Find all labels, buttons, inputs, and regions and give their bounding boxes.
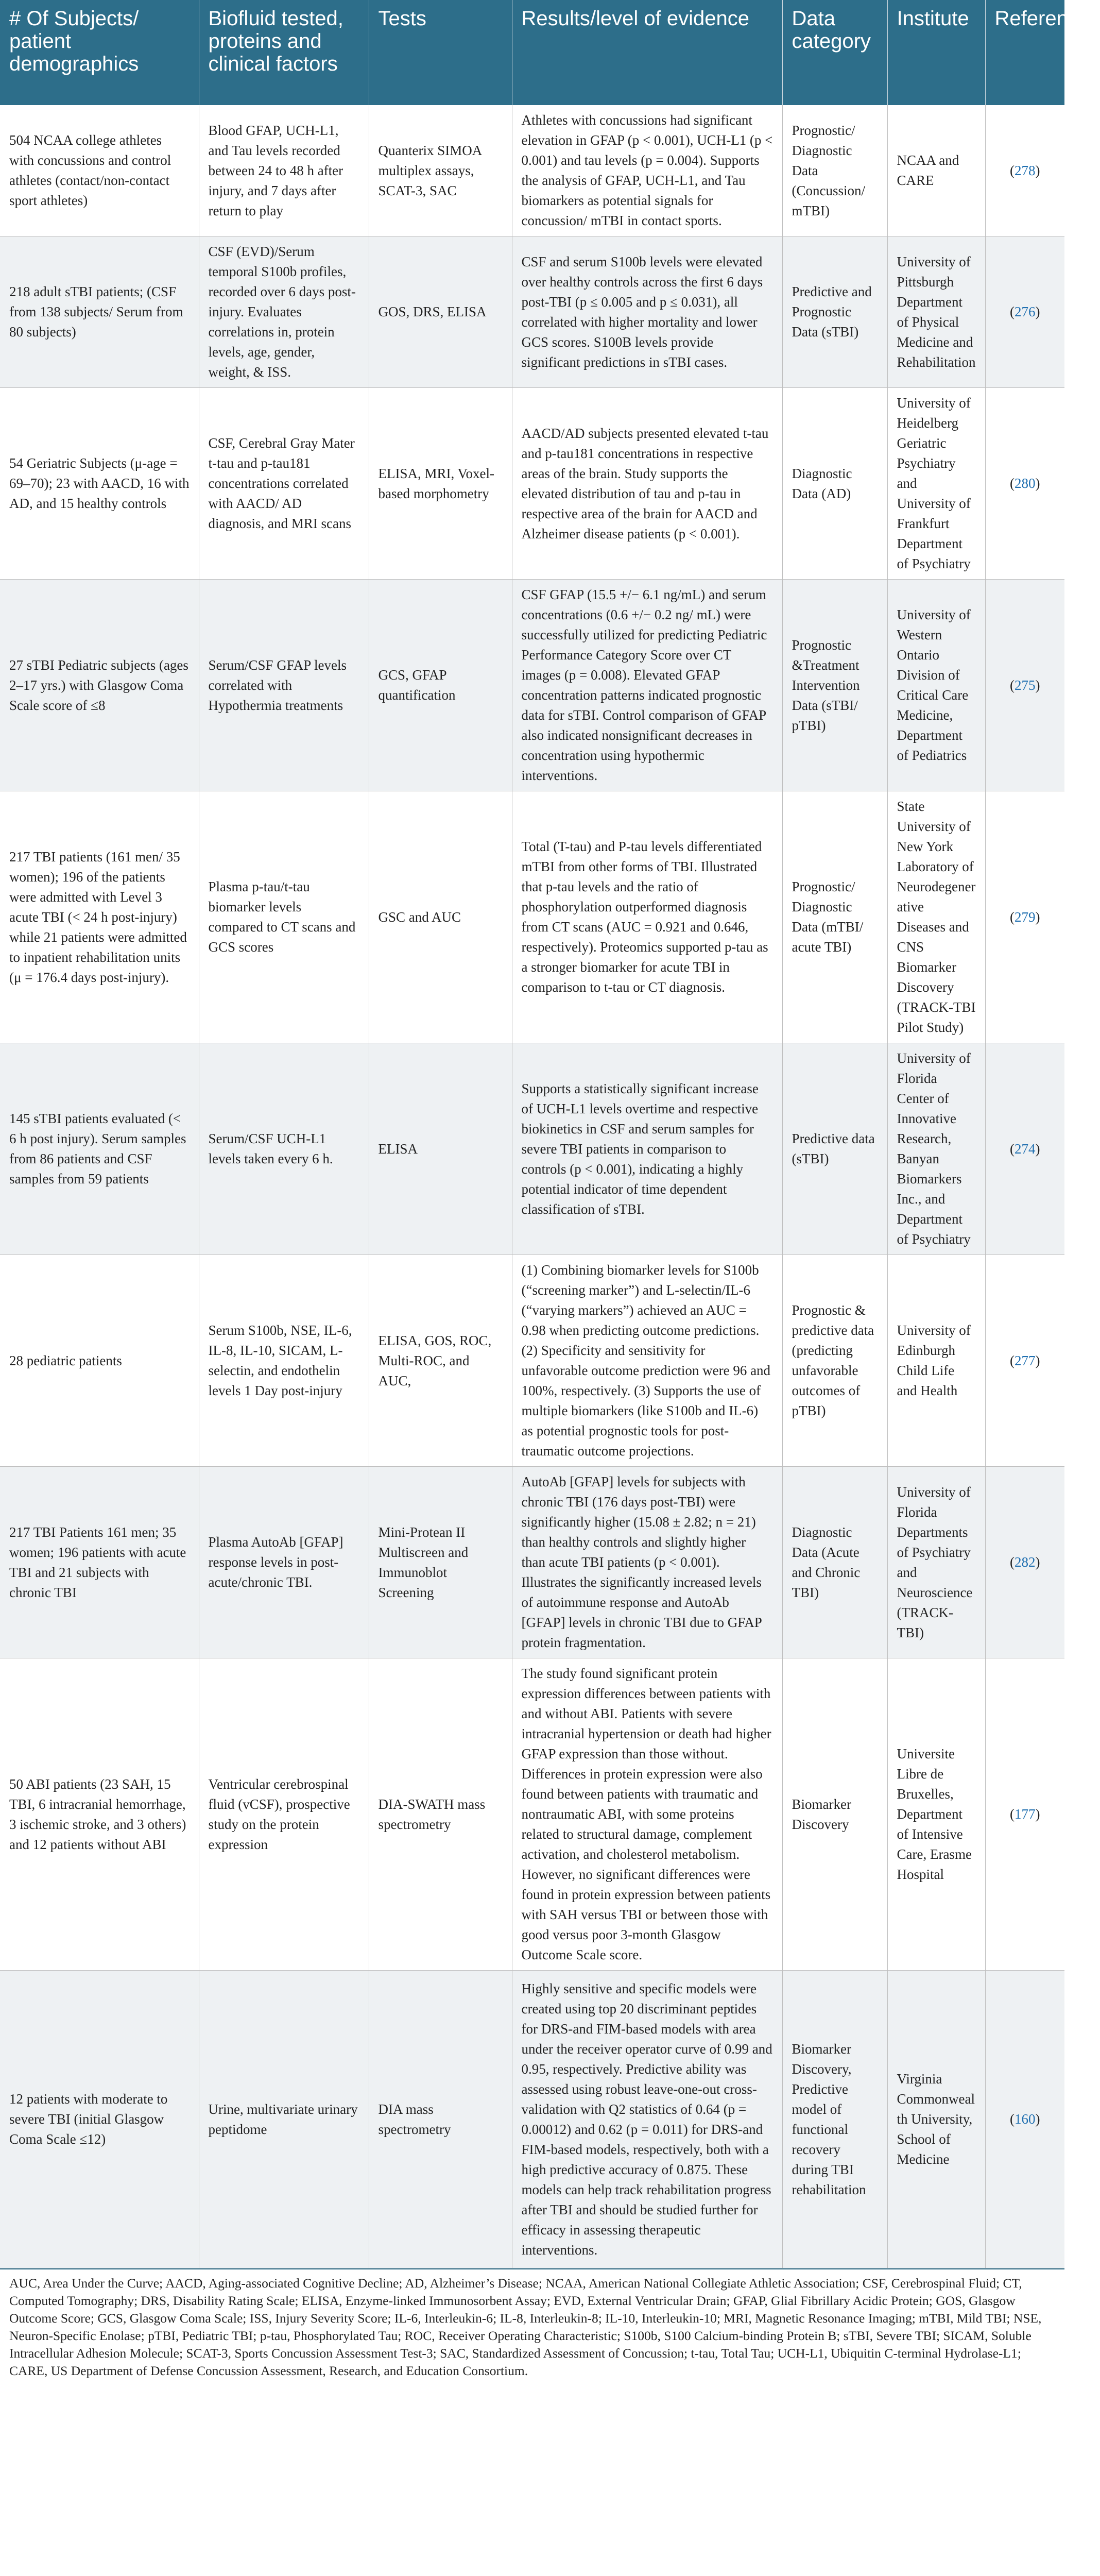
cell-reference: (277) — [985, 1255, 1064, 1467]
cell-results: AutoAb [GFAP] levels for subjects with chronic TBI (176 days post-TBI) were significantly higher (15.08 ± 2.82; n = 21) than healthy controls and slightly higher than acute TBI patients (p < 0.001). Illustrates the significantly increased levels of autoimmune response and AutoAb [GFAP] levels in chronic TBI due to GFAP protein fragmentation. — [512, 1467, 782, 1658]
cell-institute: University of Florida Departments of Psychiatry and Neuroscience (TRACK-TBI) — [887, 1467, 985, 1658]
reference-link[interactable]: 278 — [1015, 162, 1036, 178]
cell-category: Predictive and Prognostic Data (sTBI) — [782, 236, 887, 388]
cell-tests: ELISA — [369, 1043, 512, 1255]
cell-tests: GOS, DRS, ELISA — [369, 236, 512, 388]
table-row — [0, 1043, 1064, 1255]
cell-reference: (280) — [985, 388, 1064, 580]
cell-reference: (275) — [985, 580, 1064, 791]
cell-category: Diagnostic Data (AD) — [782, 388, 887, 580]
cell-institute: University of Florida Center of Innovative Research, Banyan Biomarkers Inc., and Department of Psychiatry — [887, 1043, 985, 1255]
cell-institute: University of Western Ontario Division of Critical Care Medicine, Department of Pediatrics — [887, 580, 985, 791]
table-row — [0, 236, 1064, 388]
cell-biofluid: Serum/CSF UCH-L1 levels taken every 6 h. — [199, 1043, 369, 1255]
table-row — [0, 388, 1064, 580]
cell-biofluid: CSF, Cerebral Gray Mater t-tau and p-tau181 concentrations correlated with AACD/ AD diagnosis, and MRI scans — [199, 388, 369, 580]
cell-results: Supports a statistically significant increase of UCH-L1 levels overtime and respective biokinetics in CSF and serum samples for severe TBI patients in comparison to controls (p < 0.001), indicating a highly potential indicator of time dependent classification of sTBI. — [512, 1043, 782, 1255]
table-row — [0, 1467, 1064, 1658]
cell-institute: State University of New York Laboratory of Neurodegenerative Diseases and CNS Biomarker Discovery (TRACK-TBI Pilot Study) — [887, 791, 985, 1043]
cell-category: Prognostic/ Diagnostic Data (mTBI/ acute TBI) — [782, 791, 887, 1043]
table-row — [0, 1658, 1064, 1971]
cell-institute: Virginia Commonwealth University, School of Medicine — [887, 1971, 985, 2268]
cell-subjects: 27 sTBI Pediatric subjects (ages 2–17 yrs.) with Glasgow Coma Scale score of ≤8 — [0, 580, 199, 791]
cell-reference: (160) — [985, 1971, 1064, 2268]
cell-biofluid: Plasma AutoAb [GFAP] response levels in post-acute/chronic TBI. — [199, 1467, 369, 1658]
cell-tests: Quanterix SIMOA multiplex assays, SCAT-3, SAC — [369, 105, 512, 236]
header-institute: Institute — [887, 0, 985, 105]
reference-link[interactable]: 274 — [1015, 1141, 1036, 1157]
cell-results: Athletes with concussions had significant elevation in GFAP (p < 0.001), UCH-L1 (p < 0.001) and tau levels (p = 0.004). Supports the analysis of GFAP, UCH-L1, and Tau biomarkers as potential signals for concussion/ mTBI in contact sports. — [512, 105, 782, 236]
table-footnote: AUC, Area Under the Curve; AACD, Aging-associated Cognitive Decline; AD, Alzheimer’s Disease; NCAA, American National Collegiate Athletic Association; CSF, Cerebrospinal Fluid; CT, Computed Tomography; DRS, Disability Rating Scale; ELISA, Enzyme-linked Immunosorbent Assay; EVD, External Ventricular Drain; GFAP, Glial Fibrillary Acidic Protein; GOS, Glasgow Outcome Score; GCS, Glasgow Coma Scale; ISS, Injury Severity Score; IL-6, Interleukin-6; IL-8, Interleukin-8; IL-10, Interleukin-10; MRI, Magnetic Resonance Imaging; mTBI, Mild TBI; NSE, Neuron-Specific Enolase; pTBI, Pediatric TBI; p-tau, Phosphorylated Tau; ROC, Receiver Operating Characteristic; S100b, S100 Calcium-binding Protein B; sTBI, Severe TBI; SICAM, Soluble Intracellular Adhesion Molecule; SCAT-3, Sports Concussion Assessment Test-3; SAC, Standardized Assessment of Concussion; t-tau, Total Tau; UCH-L1, Ubiquitin C-terminal Hydrolase-L1; CARE, US Department of Defense Concussion Assessment, Research, and Education Consortium. — [0, 2268, 1064, 2380]
table-row — [0, 1255, 1064, 1467]
cell-institute: University of Pittsburgh Department of Physical Medicine and Rehabilitation — [887, 236, 985, 388]
cell-tests: DIA-SWATH mass spectrometry — [369, 1658, 512, 1971]
cell-results: Total (T-tau) and P-tau levels differentiated mTBI from other forms of TBI. Illustrated that p-tau levels and the ratio of phosphorylation outperformed diagnosis from CT scans (AUC = 0.921 and 0.646, respectively). Proteomics supported p-tau as a stronger biomarker for acute TBI in comparison to t-tau or CT diagnosis. — [512, 791, 782, 1043]
cell-tests: Mini-Protean II Multiscreen and Immunoblot Screening — [369, 1467, 512, 1658]
reference-link[interactable]: 279 — [1015, 909, 1036, 925]
cell-institute: University of Edinburgh Child Life and Health — [887, 1255, 985, 1467]
cell-reference: (278) — [985, 105, 1064, 236]
cell-results: AACD/AD subjects presented elevated t-tau and p-tau181 concentrations in respective areas of the brain. Study supports the elevated distribution of tau and p-tau in respective area of the brain for AACD and Alzheimer disease patients (p < 0.001). — [512, 388, 782, 580]
header-biofluid: Biofluid tested, proteins and clinical factors — [199, 0, 369, 105]
cell-tests: GCS, GFAP quantification — [369, 580, 512, 791]
cell-biofluid: CSF (EVD)/Serum temporal S100b profiles, recorded over 6 days post-injury. Evaluates correlations in, protein levels, age, gender, weight, & ISS. — [199, 236, 369, 388]
cell-tests: GSC and AUC — [369, 791, 512, 1043]
reference-link[interactable]: 160 — [1015, 2111, 1036, 2127]
cell-results: Highly sensitive and specific models were created using top 20 discriminant peptides for DRS-and FIM-based models with area under the receiver operator curve of 0.99 and 0.95, respectively. Predictive ability was assessed using robust leave-one-out cross-validation with Q2 statistics of 0.64 (p = 0.00012) and 0.62 (p = 0.011) for DRS-and FIM-based models, respectively, both with a high predictive accuracy of 0.875. These models can help track rehabilitation progress after TBI and should be studied further for efficacy in assessing therapeutic interventions. — [512, 1971, 782, 2268]
reference-link[interactable]: 177 — [1015, 1806, 1036, 1822]
cell-reference: (274) — [985, 1043, 1064, 1255]
cell-institute: Universite Libre de Bruxelles, Department of Intensive Care, Erasme Hospital — [887, 1658, 985, 1971]
cell-category: Biomarker Discovery — [782, 1658, 887, 1971]
cell-biofluid: Ventricular cerebrospinal fluid (vCSF), prospective study on the protein expression — [199, 1658, 369, 1971]
cell-subjects: 54 Geriatric Subjects (μ-age = 69–70); 23 with AACD, 16 with AD, and 15 healthy controls — [0, 388, 199, 580]
reference-link[interactable]: 277 — [1015, 1352, 1036, 1368]
reference-link[interactable]: 282 — [1015, 1554, 1036, 1570]
cell-subjects: 217 TBI patients (161 men/ 35 women); 196 of the patients were admitted with Level 3 acute TBI (< 24 h post-injury) while 21 patients were admitted to inpatient rehabilitation units (μ = 176.4 days post-injury). — [0, 791, 199, 1043]
cell-category: Prognostic & predictive data (predicting unfavorable outcomes of pTBI) — [782, 1255, 887, 1467]
header-category: Data category — [782, 0, 887, 105]
cell-results: CSF GFAP (15.5 +/− 6.1 ng/mL) and serum concentrations (0.6 +/− 0.2 ng/ mL) were successfully utilized for predicting Pediatric Performance Category Score over CT images (p = 0.008). Elevated GFAP concentration patterns indicated prognostic data for sTBI. Control comparison of GFAP also indicated nonsignificant decreases in concentration using hypothermic interventions. — [512, 580, 782, 791]
header-references: References — [985, 0, 1064, 105]
header-row — [0, 0, 1064, 105]
header-results: Results/level of evidence — [512, 0, 782, 105]
cell-biofluid: Plasma p-tau/t-tau biomarker levels compared to CT scans and GCS scores — [199, 791, 369, 1043]
cell-subjects: 217 TBI Patients 161 men; 35 women; 196 patients with acute TBI and 21 subjects with chronic TBI — [0, 1467, 199, 1658]
cell-institute: NCAA and CARE — [887, 105, 985, 236]
cell-subjects: 50 ABI patients (23 SAH, 15 TBI, 6 intracranial hemorrhage, 3 ischemic stroke, and 3 others) and 12 patients without ABI — [0, 1658, 199, 1971]
cell-reference: (276) — [985, 236, 1064, 388]
cell-reference: (279) — [985, 791, 1064, 1043]
cell-biofluid: Serum S100b, NSE, IL-6, IL-8, IL-10, SICAM, L-selectin, and endothelin levels 1 Day post-injury — [199, 1255, 369, 1467]
cell-tests: DIA mass spectrometry — [369, 1971, 512, 2268]
cell-reference: (177) — [985, 1658, 1064, 1971]
cell-results: CSF and serum S100b levels were elevated over healthy controls across the first 6 days post-TBI (p ≤ 0.005 and p ≤ 0.031), all correlated with higher mortality and lower GCS scores. S100B levels provide significant predictions in sTBI cases. — [512, 236, 782, 388]
reference-link[interactable]: 275 — [1015, 677, 1036, 693]
cell-institute: University of Heidelberg Geriatric Psychiatry and University of Frankfurt Department of Psychiatry — [887, 388, 985, 580]
table-row — [0, 580, 1064, 791]
cell-category: Biomarker Discovery, Predictive model of functional recovery during TBI rehabilitation — [782, 1971, 887, 2268]
cell-subjects: 28 pediatric patients — [0, 1255, 199, 1467]
cell-biofluid: Serum/CSF GFAP levels correlated with Hypothermia treatments — [199, 580, 369, 791]
table-row — [0, 791, 1064, 1043]
cell-biofluid: Urine, multivariate urinary peptidome — [199, 1971, 369, 2268]
cell-category: Prognostic/ Diagnostic Data (Concussion/ mTBI) — [782, 105, 887, 236]
reference-link[interactable]: 276 — [1015, 304, 1036, 319]
cell-reference: (282) — [985, 1467, 1064, 1658]
table-row — [0, 1971, 1064, 2268]
cell-category: Diagnostic Data (Acute and Chronic TBI) — [782, 1467, 887, 1658]
cell-results: (1) Combining biomarker levels for S100b (“screening marker”) and L-selectin/IL-6 (“varying markers”) achieved an AUC = 0.98 when predicting outcome predictions. (2) Specificity and sensitivity for unfavorable outcome prediction were 96 and 100%, respectively. (3) Supports the use of multiple biomarkers (like S100b and IL-6) as potential prognostic tools for post-traumatic outcome projections. — [512, 1255, 782, 1467]
reference-link[interactable]: 280 — [1015, 476, 1036, 491]
cell-biofluid: Blood GFAP, UCH-L1, and Tau levels recorded between 24 to 48 h after injury, and 7 days after return to play — [199, 105, 369, 236]
cell-category: Prognostic &Treatment Intervention Data (sTBI/ pTBI) — [782, 580, 887, 791]
header-tests: Tests — [369, 0, 512, 105]
cell-subjects: 218 adult sTBI patients; (CSF from 138 subjects/ Serum from 80 subjects) — [0, 236, 199, 388]
cell-category: Predictive data (sTBI) — [782, 1043, 887, 1255]
header-subjects: # Of Subjects/ patient demographics — [0, 0, 199, 105]
cell-subjects: 12 patients with moderate to severe TBI (initial Glasgow Coma Scale ≤12) — [0, 1971, 199, 2268]
cell-subjects: 504 NCAA college athletes with concussions and control athletes (contact/non-contact sport athletes) — [0, 105, 199, 236]
table-row — [0, 105, 1064, 236]
cell-results: The study found significant protein expression differences between patients with and without ABI. Patients with severe intracranial hypertension or death had higher GFAP expression than those without. Differences in protein expression were also found between patients with traumatic and nontraumatic ABI, with some proteins related to structural damage, complement activation, and cholesterol metabolism. However, no significant differences were found in protein expression between patients with SAH versus TBI or between those with good versus poor 3-month Glasgow Outcome Scale score. — [512, 1658, 782, 1971]
cell-tests: ELISA, GOS, ROC, Multi-ROC, and AUC, — [369, 1255, 512, 1467]
cell-tests: ELISA, MRI, Voxel-based morphometry — [369, 388, 512, 580]
cell-subjects: 145 sTBI patients evaluated (< 6 h post injury). Serum samples from 86 patients and CSF samples from 59 patients — [0, 1043, 199, 1255]
